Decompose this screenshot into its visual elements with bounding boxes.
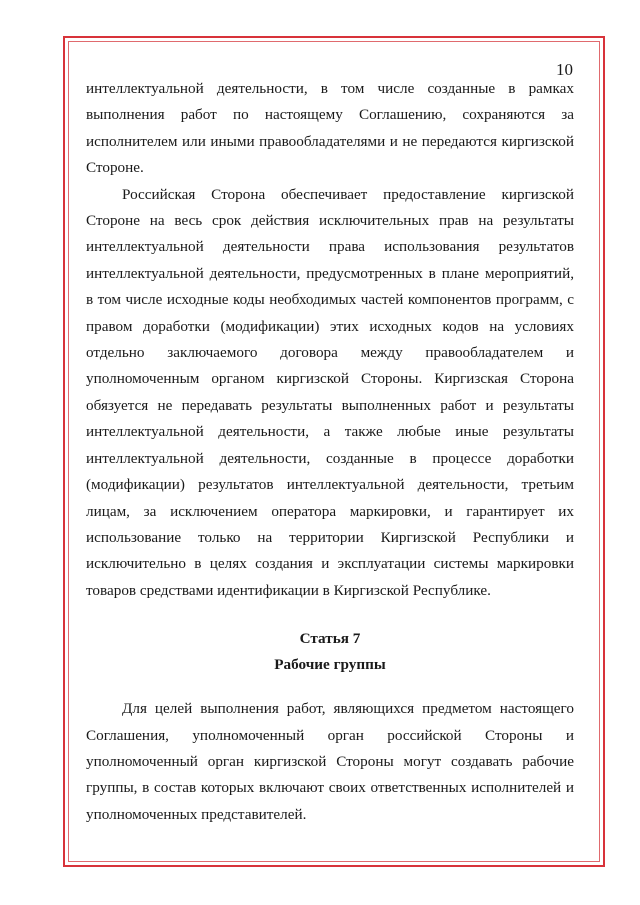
article-number: Статья 7	[299, 630, 361, 648]
article-title: Рабочие группы	[274, 656, 386, 674]
page-number: 10	[556, 60, 573, 79]
document-body	[86, 76, 574, 828]
article-heading	[86, 626, 574, 678]
paragraph-continuation: интеллектуальной деятельности, в том числе созданные в рамках выполнения работ по настоящему Соглашению, сохраняются за исполнителем или иными правообладателями и не передаются киргизской Стороне.	[86, 80, 574, 177]
article-paragraph: Для целей выполнения работ, являющихся предметом настоящего Соглашения, уполномоченный орган российской Стороны и уполномоченный орган киргизской Стороны могут создавать рабочие группы, в состав которых включают своих ответственных исполнителей и уполномоченных представителей.	[86, 700, 574, 823]
paragraph-rights: Российская Сторона обеспечивает предоставление киргизской Стороне на весь срок действия исключительных прав на результаты интеллектуальной деятельности права использования результатов интеллектуальной деятельности, предусмотренных в плане мероприятий, в том числе исходные коды необходимых частей компонентов программ, с правом доработки (модификации) этих исходных кодов на условиях отдельно заключаемого договора между правообладателем и уполномоченным органом киргизской Стороны. Киргизская Сторона обязуется не передавать результаты выполненных работ и результаты интеллектуальной деятельности, а также любые иные результаты интеллектуальной деятельности, созданные в процессе доработки (модификации) результатов интеллектуальной деятельности, третьим лицам, за исключением оператора маркировки, и гарантирует их использование только на территории Киргизской Республики и исключительно в целях создания и эксплуатации системы маркировки товаров средствами идентификации в Киргизской Республике.	[86, 185, 574, 599]
